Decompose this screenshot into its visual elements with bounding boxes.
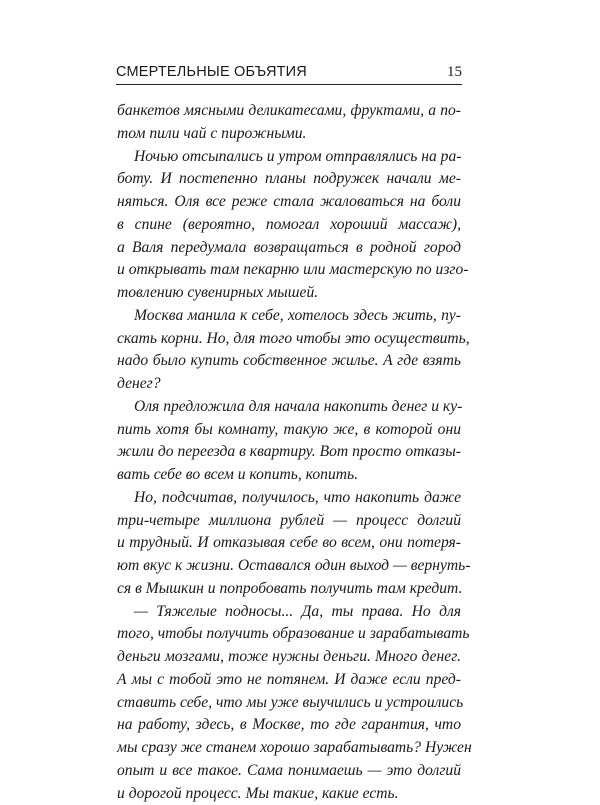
text-line: деньги мозгами, тоже нужны деньги. Много денег. (117, 646, 461, 669)
page-number: 15 (447, 62, 462, 82)
header-rule (116, 84, 462, 85)
text-line: и открывать там пекарню или мастерскую по изго- (117, 259, 461, 282)
body-text (117, 100, 461, 805)
text-line: товлению сувенирных мышей. (117, 282, 461, 305)
text-line: Оля предложила для начала накопить денег и ку- (117, 396, 461, 419)
text-line: и трудный. И отказывая себе во всем, они потеря- (117, 532, 461, 555)
text-line: банкетов мясными деликатесами, фруктами, а по- (117, 100, 461, 123)
text-line: Но, подсчитав, получилось, что накопить даже (117, 487, 461, 510)
text-line: и дорогой процесс. Мы такие, какие есть. (117, 783, 461, 805)
text-line: ют вкус к жизни. Оставался один выход — вернуть- (117, 555, 461, 578)
running-head (116, 62, 462, 84)
text-line: пить хотя бы комнату, такую же, в которой они (117, 419, 461, 442)
text-line: опыт и все такое. Сама понимаешь — это долгий (117, 760, 461, 783)
text-line: том пили чай с пирожными. (117, 123, 461, 146)
text-line: жили до переезда в квартиру. Вот просто отказы- (117, 441, 461, 464)
text-line: Ночью отсыпались и утром отправлялись на ра- (117, 146, 461, 169)
running-title: СМЕРТЕЛЬНЫЕ ОБЪЯТИЯ (116, 62, 307, 82)
text-line: ся в Мышкин и попробовать получить там кредит. (117, 578, 461, 601)
text-line: — Тяжелые подносы... Да, ты права. Но для (117, 601, 461, 624)
text-line: того, чтобы получить образование и зарабатывать (117, 623, 461, 646)
text-line: в спине (вероятно, помогал хороший массаж), (117, 214, 461, 237)
text-line: на работу, здесь, в Москве, то где гарантия, что (117, 714, 461, 737)
text-line: а Валя передумала возвращаться в родной город (117, 237, 461, 260)
text-line: Москва манила к себе, хотелось здесь жить, пу- (117, 305, 461, 328)
text-line: скать корни. Но, для того чтобы это осуществить, (117, 328, 461, 351)
text-line: А мы с тобой это не потянем. И даже если пред- (117, 669, 461, 692)
text-line: вать себе во всем и копить, копить. (117, 464, 461, 487)
text-line: мы сразу же станем хорошо зарабатывать? Нужен (117, 737, 461, 760)
text-line: три-четыре миллиона рублей — процесс долгий (117, 510, 461, 533)
text-line: боту. И постепенно планы подружек начали ме- (117, 168, 461, 191)
text-line: ставить себе, что мы уже выучились и устроились (117, 692, 461, 715)
text-line: надо было купить собственное жилье. А где взять (117, 350, 461, 373)
text-line: денег? (117, 373, 461, 396)
text-line: няться. Оля все реже стала жаловаться на боли (117, 191, 461, 214)
